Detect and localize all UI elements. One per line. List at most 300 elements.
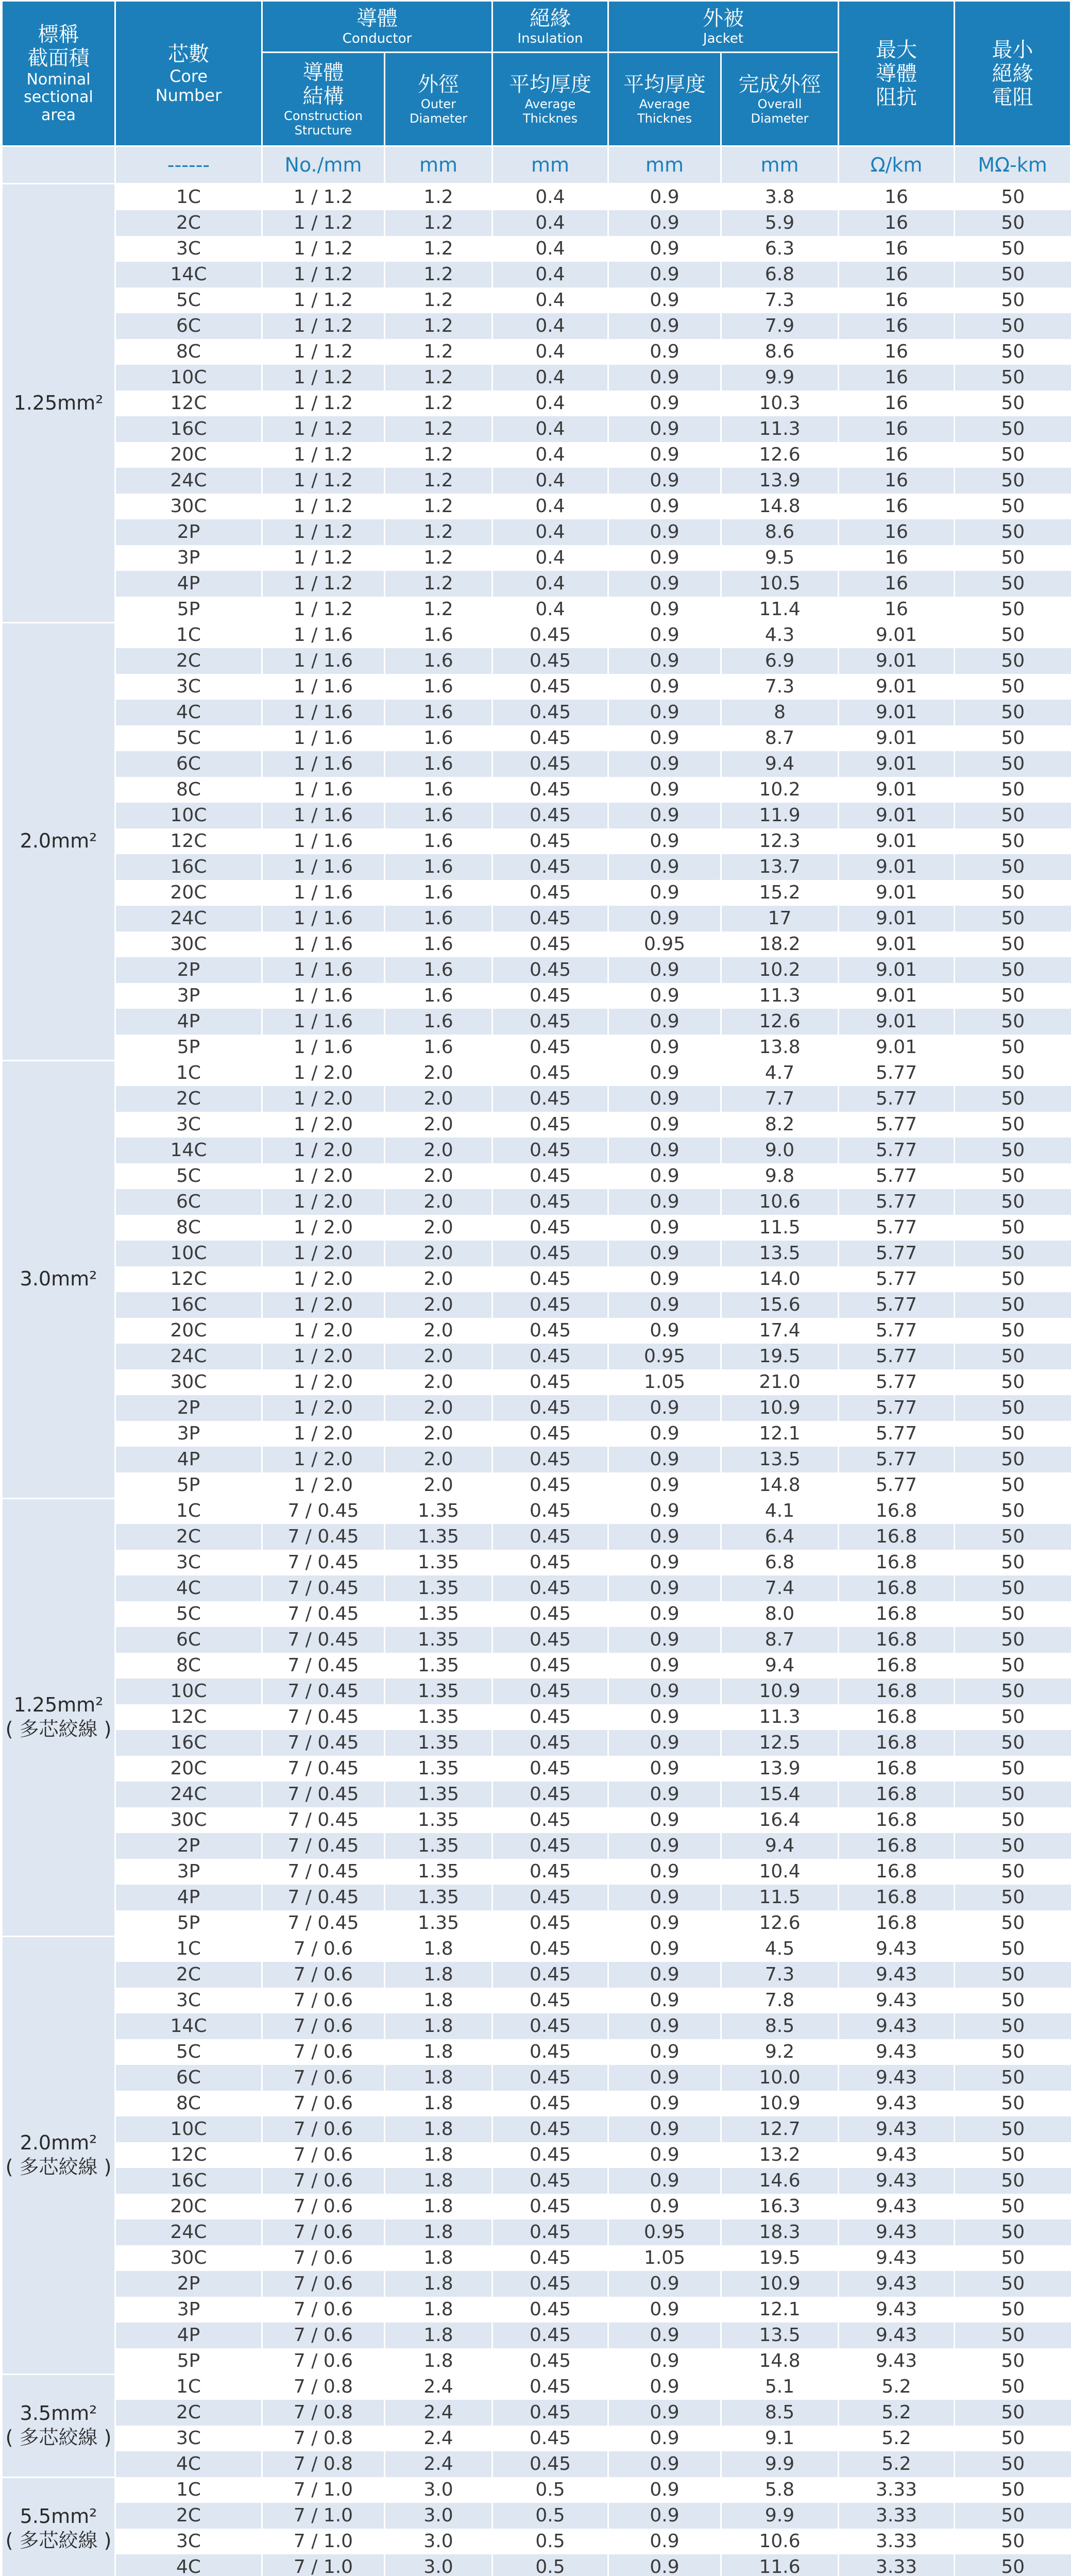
cell-jacket-thickness: 0.9: [608, 1472, 721, 1498]
cell-outer-diameter: 1.8: [385, 2245, 492, 2271]
cell-outer-diameter: 1.8: [385, 2013, 492, 2039]
cell-core-number: 24C: [115, 1782, 262, 1807]
cell-outer-diameter: 2.0: [385, 1215, 492, 1241]
cell-min-insulation-resistance: 50: [955, 803, 1071, 828]
cell-min-insulation-resistance: 50: [955, 1112, 1071, 1138]
cell-insulation-thickness: 0.45: [492, 2374, 608, 2400]
cell-overall-diameter: 7.8: [721, 1988, 839, 2013]
table-row: [2, 1086, 1071, 1112]
cell-min-insulation-resistance: 50: [955, 442, 1071, 468]
cell-construction: 1 / 1.6: [262, 880, 385, 906]
table-row: [2, 1885, 1071, 1910]
cell-max-resistance: 16: [839, 236, 955, 262]
cell-core-number: 8C: [115, 777, 262, 803]
cell-construction: 7 / 0.45: [262, 1498, 385, 1524]
cell-min-insulation-resistance: 50: [955, 854, 1071, 880]
cell-insulation-thickness: 0.45: [492, 1627, 608, 1653]
cell-max-resistance: 16: [839, 519, 955, 545]
cell-insulation-thickness: 0.45: [492, 1241, 608, 1266]
cell-insulation-thickness: 0.45: [492, 828, 608, 854]
cell-jacket-thickness: 0.9: [608, 1653, 721, 1679]
cell-insulation-thickness: 0.5: [492, 2503, 608, 2529]
cell-core-number: 30C: [115, 494, 262, 519]
cell-construction: 1 / 1.2: [262, 313, 385, 339]
cell-jacket-thickness: 0.9: [608, 674, 721, 700]
cell-min-insulation-resistance: 50: [955, 2245, 1071, 2271]
cell-overall-diameter: 9.4: [721, 1833, 839, 1859]
cell-insulation-thickness: 0.4: [492, 597, 608, 622]
cell-min-insulation-resistance: 50: [955, 1653, 1071, 1679]
cell-outer-diameter: 2.0: [385, 1447, 492, 1472]
cell-min-insulation-resistance: 50: [955, 674, 1071, 700]
cell-jacket-thickness: 0.9: [608, 2194, 721, 2219]
cell-overall-diameter: 12.1: [721, 2297, 839, 2323]
cell-construction: 1 / 1.6: [262, 1009, 385, 1035]
cell-max-resistance: 9.01: [839, 803, 955, 828]
cell-jacket-thickness: 0.9: [608, 1060, 721, 1086]
table-row: [2, 1318, 1071, 1344]
cell-jacket-thickness: 0.9: [608, 1009, 721, 1035]
cell-core-number: 3C: [115, 2426, 262, 2451]
cell-insulation-thickness: 0.45: [492, 2194, 608, 2219]
cell-max-resistance: 16.8: [839, 1910, 955, 1936]
cell-outer-diameter: 2.0: [385, 1292, 492, 1318]
table-row: [2, 1344, 1071, 1369]
cell-max-resistance: 3.33: [839, 2503, 955, 2529]
cell-overall-diameter: 7.7: [721, 1086, 839, 1112]
cell-core-number: 5C: [115, 1163, 262, 1189]
cell-overall-diameter: 15.6: [721, 1292, 839, 1318]
cell-outer-diameter: 1.2: [385, 545, 492, 571]
cell-min-insulation-resistance: 50: [955, 1060, 1071, 1086]
cell-overall-diameter: 4.5: [721, 1936, 839, 1962]
cell-overall-diameter: 9.0: [721, 1138, 839, 1163]
cell-max-resistance: 9.01: [839, 931, 955, 957]
cell-insulation-thickness: 0.45: [492, 2013, 608, 2039]
cell-insulation-thickness: 0.45: [492, 2065, 608, 2091]
cell-insulation-thickness: 0.45: [492, 1138, 608, 1163]
cell-construction: 1 / 1.2: [262, 339, 385, 365]
cell-insulation-thickness: 0.45: [492, 1447, 608, 1472]
cell-min-insulation-resistance: 50: [955, 1910, 1071, 1936]
cell-insulation-thickness: 0.4: [492, 468, 608, 494]
table-row: [2, 545, 1071, 571]
cell-jacket-thickness: 0.9: [608, 2503, 721, 2529]
table-row: [2, 1936, 1071, 1962]
cell-insulation-thickness: 0.45: [492, 2297, 608, 2323]
cell-min-insulation-resistance: 50: [955, 2374, 1071, 2400]
cell-min-insulation-resistance: 50: [955, 725, 1071, 751]
cell-overall-diameter: 14.8: [721, 494, 839, 519]
cell-core-number: 16C: [115, 1730, 262, 1756]
cell-outer-diameter: 1.35: [385, 1679, 492, 1704]
cell-max-resistance: 9.01: [839, 648, 955, 674]
cell-insulation-thickness: 0.4: [492, 339, 608, 365]
cell-outer-diameter: 3.0: [385, 2529, 492, 2554]
cell-outer-diameter: 1.35: [385, 1653, 492, 1679]
cell-jacket-thickness: 0.9: [608, 983, 721, 1009]
cell-min-insulation-resistance: 50: [955, 828, 1071, 854]
cell-construction: 1 / 2.0: [262, 1138, 385, 1163]
cell-jacket-thickness: 0.9: [608, 1447, 721, 1472]
cell-outer-diameter: 2.0: [385, 1189, 492, 1215]
cell-outer-diameter: 1.2: [385, 519, 492, 545]
table-row: [2, 2348, 1071, 2374]
cell-min-insulation-resistance: 50: [955, 1035, 1071, 1060]
cell-max-resistance: 9.01: [839, 983, 955, 1009]
cell-outer-diameter: 1.2: [385, 597, 492, 622]
cell-core-number: 16C: [115, 854, 262, 880]
cell-max-resistance: 16.8: [839, 1524, 955, 1550]
cell-insulation-thickness: 0.45: [492, 622, 608, 648]
cell-max-resistance: 16: [839, 545, 955, 571]
cell-max-resistance: 16.8: [839, 1807, 955, 1833]
cell-max-resistance: 16: [839, 571, 955, 597]
cell-max-resistance: 9.01: [839, 1009, 955, 1035]
unit-cell: No./mm: [262, 146, 385, 184]
cell-min-insulation-resistance: 50: [955, 1782, 1071, 1807]
cell-outer-diameter: 1.35: [385, 1807, 492, 1833]
cell-outer-diameter: 1.8: [385, 2142, 492, 2168]
cell-outer-diameter: 1.35: [385, 1756, 492, 1782]
cell-insulation-thickness: 0.45: [492, 2400, 608, 2426]
table-row: [2, 2142, 1071, 2168]
cell-insulation-thickness: 0.45: [492, 1086, 608, 1112]
cell-overall-diameter: 5.8: [721, 2477, 839, 2503]
table-row: [2, 1060, 1071, 1086]
cell-construction: 7 / 0.6: [262, 2194, 385, 2219]
cell-outer-diameter: 1.2: [385, 313, 492, 339]
cell-construction: 1 / 2.0: [262, 1447, 385, 1472]
cell-overall-diameter: 9.2: [721, 2039, 839, 2065]
cell-outer-diameter: 1.35: [385, 1550, 492, 1575]
cell-max-resistance: 16: [839, 468, 955, 494]
cell-min-insulation-resistance: 50: [955, 1344, 1071, 1369]
cell-min-insulation-resistance: 50: [955, 1138, 1071, 1163]
cell-overall-diameter: 9.9: [721, 2503, 839, 2529]
cell-max-resistance: 9.01: [839, 700, 955, 725]
cell-construction: 1 / 1.2: [262, 365, 385, 391]
cell-overall-diameter: 14.6: [721, 2168, 839, 2194]
cell-core-number: 1C: [115, 1936, 262, 1962]
table-row: [2, 1575, 1071, 1601]
table-row: [2, 1550, 1071, 1575]
cell-outer-diameter: 2.4: [385, 2451, 492, 2477]
cell-core-number: 4P: [115, 1009, 262, 1035]
cell-core-number: 5P: [115, 1910, 262, 1936]
cell-outer-diameter: 1.6: [385, 803, 492, 828]
cell-core-number: 5C: [115, 725, 262, 751]
cell-overall-diameter: 4.3: [721, 622, 839, 648]
cell-core-number: 3P: [115, 2297, 262, 2323]
table-row: [2, 1910, 1071, 1936]
table-row: [2, 2503, 1071, 2529]
cell-max-resistance: 3.33: [839, 2529, 955, 2554]
table-row: [2, 1859, 1071, 1885]
cell-construction: 7 / 0.6: [262, 1988, 385, 2013]
cell-jacket-thickness: 0.9: [608, 1601, 721, 1627]
cell-construction: 7 / 0.8: [262, 2400, 385, 2426]
cell-core-number: 24C: [115, 468, 262, 494]
table-row: [2, 2477, 1071, 2503]
cell-min-insulation-resistance: 50: [955, 1241, 1071, 1266]
cell-min-insulation-resistance: 50: [955, 2142, 1071, 2168]
table-row: [2, 2039, 1071, 2065]
cell-overall-diameter: 12.6: [721, 442, 839, 468]
cell-jacket-thickness: 0.9: [608, 803, 721, 828]
cell-min-insulation-resistance: 50: [955, 1421, 1071, 1447]
cell-outer-diameter: 1.6: [385, 648, 492, 674]
cell-overall-diameter: 9.9: [721, 2451, 839, 2477]
cell-min-insulation-resistance: 50: [955, 1756, 1071, 1782]
size-note: ( 多芯絞線 ): [5, 2426, 112, 2449]
unit-cell: mm: [385, 146, 492, 184]
cell-core-number: 3C: [115, 1550, 262, 1575]
cell-jacket-thickness: 0.9: [608, 262, 721, 287]
cell-overall-diameter: 11.5: [721, 1215, 839, 1241]
cell-construction: 7 / 0.45: [262, 1859, 385, 1885]
cell-jacket-thickness: 0.9: [608, 1962, 721, 1988]
table-row: [2, 468, 1071, 494]
cell-core-number: 2P: [115, 1395, 262, 1421]
cell-insulation-thickness: 0.45: [492, 1653, 608, 1679]
cell-jacket-thickness: 0.9: [608, 1859, 721, 1885]
cell-core-number: 10C: [115, 2116, 262, 2142]
cell-construction: 1 / 1.2: [262, 210, 385, 236]
cell-overall-diameter: 10.4: [721, 1859, 839, 1885]
cell-construction: 1 / 2.0: [262, 1395, 385, 1421]
size-cell: [2, 2374, 115, 2477]
header-core: 芯數 Core Number: [115, 1, 262, 146]
cell-min-insulation-resistance: 50: [955, 1704, 1071, 1730]
size-label: 3.5mm²: [20, 2401, 97, 2425]
table-row: [2, 1163, 1071, 1189]
cell-construction: 1 / 1.6: [262, 622, 385, 648]
cell-insulation-thickness: 0.45: [492, 1679, 608, 1704]
cell-max-resistance: 9.01: [839, 674, 955, 700]
cell-core-number: 1C: [115, 1498, 262, 1524]
cell-outer-diameter: 3.0: [385, 2503, 492, 2529]
cell-construction: 7 / 1.0: [262, 2503, 385, 2529]
cell-construction: 1 / 1.6: [262, 674, 385, 700]
table-row: [2, 1395, 1071, 1421]
cell-jacket-thickness: 0.9: [608, 1498, 721, 1524]
cell-insulation-thickness: 0.45: [492, 1421, 608, 1447]
cell-core-number: 6C: [115, 313, 262, 339]
cell-max-resistance: 9.01: [839, 725, 955, 751]
cell-jacket-thickness: 0.9: [608, 1292, 721, 1318]
cell-insulation-thickness: 0.45: [492, 1266, 608, 1292]
cell-outer-diameter: 1.8: [385, 2065, 492, 2091]
cell-core-number: 12C: [115, 1266, 262, 1292]
cell-overall-diameter: 10.9: [721, 2091, 839, 2116]
cell-overall-diameter: 15.4: [721, 1782, 839, 1807]
cell-outer-diameter: 1.8: [385, 1936, 492, 1962]
cell-outer-diameter: 1.2: [385, 468, 492, 494]
cell-min-insulation-resistance: 50: [955, 519, 1071, 545]
table-row: [2, 622, 1071, 648]
cell-outer-diameter: 2.0: [385, 1472, 492, 1498]
cell-jacket-thickness: 0.9: [608, 2297, 721, 2323]
cell-overall-diameter: 6.8: [721, 1550, 839, 1575]
cell-jacket-thickness: 0.9: [608, 494, 721, 519]
table-row: [2, 1189, 1071, 1215]
cell-construction: 1 / 1.6: [262, 725, 385, 751]
cell-jacket-thickness: 0.9: [608, 2065, 721, 2091]
cell-outer-diameter: 1.35: [385, 1782, 492, 1807]
cell-max-resistance: 16.8: [839, 1601, 955, 1627]
cell-max-resistance: 9.43: [839, 2271, 955, 2297]
cell-insulation-thickness: 0.45: [492, 2451, 608, 2477]
cell-overall-diameter: 7.3: [721, 287, 839, 313]
table-row: [2, 1035, 1071, 1060]
cell-outer-diameter: 2.4: [385, 2374, 492, 2400]
cell-core-number: 10C: [115, 803, 262, 828]
cell-jacket-thickness: 0.9: [608, 1782, 721, 1807]
cell-construction: 1 / 2.0: [262, 1241, 385, 1266]
cell-outer-diameter: 1.8: [385, 2219, 492, 2245]
cell-construction: 1 / 2.0: [262, 1472, 385, 1498]
cell-max-resistance: 16: [839, 597, 955, 622]
cell-construction: 7 / 0.8: [262, 2374, 385, 2400]
cell-construction: 1 / 2.0: [262, 1318, 385, 1344]
cell-outer-diameter: 2.0: [385, 1241, 492, 1266]
cell-insulation-thickness: 0.45: [492, 700, 608, 725]
cell-outer-diameter: 2.0: [385, 1369, 492, 1395]
cell-core-number: 30C: [115, 1369, 262, 1395]
table-row: [2, 597, 1071, 622]
cell-core-number: 20C: [115, 1318, 262, 1344]
cell-max-resistance: 9.43: [839, 2348, 955, 2374]
cell-jacket-thickness: 0.9: [608, 2477, 721, 2503]
cell-construction: 7 / 0.6: [262, 1936, 385, 1962]
cell-construction: 7 / 0.45: [262, 1550, 385, 1575]
table-row: [2, 1524, 1071, 1550]
cell-construction: 1 / 1.6: [262, 957, 385, 983]
cell-insulation-thickness: 0.4: [492, 519, 608, 545]
cell-overall-diameter: 8: [721, 700, 839, 725]
cell-jacket-thickness: 0.9: [608, 2091, 721, 2116]
cell-min-insulation-resistance: 50: [955, 287, 1071, 313]
cell-insulation-thickness: 0.45: [492, 1318, 608, 1344]
cell-overall-diameter: 3.8: [721, 184, 839, 211]
cell-construction: 7 / 0.45: [262, 1601, 385, 1627]
cell-jacket-thickness: 0.95: [608, 931, 721, 957]
cell-jacket-thickness: 0.9: [608, 1266, 721, 1292]
cell-core-number: 5C: [115, 2039, 262, 2065]
cell-max-resistance: 3.33: [839, 2477, 955, 2503]
cell-outer-diameter: 1.6: [385, 931, 492, 957]
cell-outer-diameter: 1.8: [385, 2348, 492, 2374]
cell-jacket-thickness: 1.05: [608, 1369, 721, 1395]
table-row: [2, 442, 1071, 468]
cell-min-insulation-resistance: 50: [955, 957, 1071, 983]
cell-outer-diameter: 1.2: [385, 571, 492, 597]
table-row: [2, 1009, 1071, 1035]
cell-insulation-thickness: 0.45: [492, 2271, 608, 2297]
cell-outer-diameter: 1.6: [385, 777, 492, 803]
cell-outer-diameter: 1.6: [385, 622, 492, 648]
header-jacket: 外被 Jacket: [608, 1, 839, 53]
table-row: [2, 494, 1071, 519]
table-row: [2, 313, 1071, 339]
cell-outer-diameter: 1.35: [385, 1730, 492, 1756]
cell-insulation-thickness: 0.45: [492, 1550, 608, 1575]
cell-core-number: 20C: [115, 880, 262, 906]
cell-overall-diameter: 13.5: [721, 2323, 839, 2348]
cell-max-resistance: 5.77: [839, 1086, 955, 1112]
units-row: [2, 146, 1071, 184]
header-size: 標稱 截面積 Nominal sectional area: [2, 1, 115, 146]
cell-construction: 1 / 1.6: [262, 700, 385, 725]
cell-min-insulation-resistance: 50: [955, 2116, 1071, 2142]
cell-outer-diameter: 2.0: [385, 1163, 492, 1189]
cell-overall-diameter: 12.7: [721, 2116, 839, 2142]
cell-outer-diameter: 1.2: [385, 365, 492, 391]
cell-construction: 7 / 0.6: [262, 1962, 385, 1988]
cell-core-number: 12C: [115, 1704, 262, 1730]
cell-core-number: 3P: [115, 1859, 262, 1885]
cell-min-insulation-resistance: 50: [955, 2477, 1071, 2503]
cell-max-resistance: 16: [839, 494, 955, 519]
table-row: [2, 1730, 1071, 1756]
cell-jacket-thickness: 0.9: [608, 1189, 721, 1215]
cell-core-number: 2P: [115, 2271, 262, 2297]
cell-max-resistance: 9.43: [839, 2065, 955, 2091]
table-row: [2, 1627, 1071, 1653]
cell-outer-diameter: 1.2: [385, 236, 492, 262]
cell-overall-diameter: 4.1: [721, 1498, 839, 1524]
cell-max-resistance: 16: [839, 365, 955, 391]
cell-overall-diameter: 11.3: [721, 983, 839, 1009]
cell-insulation-thickness: 0.45: [492, 906, 608, 931]
cell-insulation-thickness: 0.4: [492, 442, 608, 468]
cell-jacket-thickness: 0.9: [608, 2426, 721, 2451]
cell-core-number: 4P: [115, 1447, 262, 1472]
cell-outer-diameter: 1.2: [385, 262, 492, 287]
cell-construction: 7 / 0.6: [262, 2297, 385, 2323]
cell-overall-diameter: 16.3: [721, 2194, 839, 2219]
cell-jacket-thickness: 0.9: [608, 339, 721, 365]
cell-max-resistance: 16.8: [839, 1756, 955, 1782]
cell-overall-diameter: 6.8: [721, 262, 839, 287]
cell-construction: 7 / 0.6: [262, 2039, 385, 2065]
cell-insulation-thickness: 0.45: [492, 1292, 608, 1318]
cell-construction: 7 / 0.6: [262, 2348, 385, 2374]
cell-outer-diameter: 1.6: [385, 854, 492, 880]
cell-jacket-thickness: 0.95: [608, 1344, 721, 1369]
cell-core-number: 10C: [115, 1679, 262, 1704]
cell-construction: 7 / 0.45: [262, 1910, 385, 1936]
cell-min-insulation-resistance: 50: [955, 339, 1071, 365]
cell-jacket-thickness: 0.9: [608, 210, 721, 236]
cell-jacket-thickness: 0.9: [608, 1318, 721, 1344]
cell-insulation-thickness: 0.45: [492, 1498, 608, 1524]
table-row: [2, 1756, 1071, 1782]
cell-max-resistance: 9.43: [839, 1962, 955, 1988]
cell-max-resistance: 5.77: [839, 1472, 955, 1498]
cell-core-number: 5C: [115, 287, 262, 313]
cell-core-number: 4P: [115, 571, 262, 597]
table-row: [2, 339, 1071, 365]
cell-overall-diameter: 10.6: [721, 1189, 839, 1215]
table-row: [2, 2091, 1071, 2116]
cell-core-number: 16C: [115, 1292, 262, 1318]
cell-max-resistance: 16.8: [839, 1653, 955, 1679]
table-row: [2, 262, 1071, 287]
cell-core-number: 5P: [115, 1472, 262, 1498]
cell-insulation-thickness: 0.45: [492, 725, 608, 751]
